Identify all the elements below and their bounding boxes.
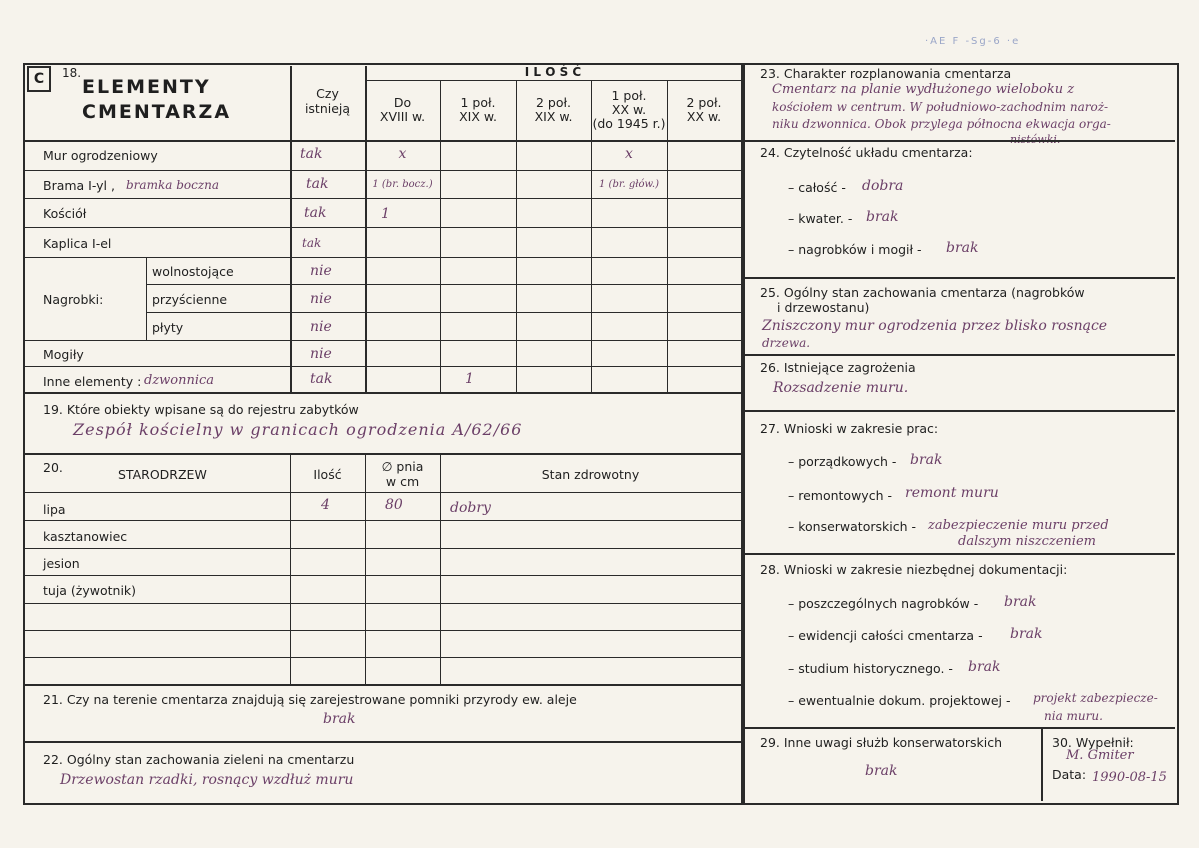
rule: [23, 575, 741, 576]
row-hw-inne: dzwonnica: [144, 373, 215, 388]
s27-item-value: zabezpieczenie muru przed: [928, 518, 1109, 533]
s27-label: 27. Wnioski w zakresie prac:: [760, 421, 939, 436]
col-h-5b: XX w.: [686, 109, 722, 124]
row-exists-brama: tak: [306, 176, 329, 192]
rule: [741, 410, 1175, 412]
rule: [1041, 727, 1043, 801]
s28-item-label: – ewentualnie dokum. projektowej -: [788, 693, 1011, 708]
rule: [365, 66, 367, 392]
col-h-3b: XIX w.: [534, 109, 573, 124]
s19-value: Zespół kościelny w granicach ogrodzenia A/62/66: [73, 420, 523, 439]
s28-item-value2: nia muru.: [1044, 709, 1103, 723]
rule: [23, 657, 741, 658]
rule: [365, 455, 366, 684]
s27-item-label: – konserwatorskich -: [788, 519, 917, 534]
col-h-4a: 1 poł.: [611, 88, 647, 103]
rule: [23, 453, 741, 455]
s21-label: 21. Czy na terenie cmentarza znajdują się zarejestrowane pomniki przyrody ew. aleje: [43, 692, 577, 707]
rule: [591, 81, 592, 392]
row-exists-mogily: nie: [310, 346, 332, 362]
s28-item-value: projekt zabezpiecze-: [1033, 691, 1158, 705]
val: 1 (br. bocz.): [372, 179, 433, 190]
s21-value: brak: [323, 711, 356, 727]
s24-label: 24. Czytelność układu cmentarza:: [760, 145, 973, 160]
rule: [23, 366, 741, 367]
rule: [23, 548, 741, 549]
s20-col-ilosc: Ilość: [313, 467, 342, 482]
col-h-1b: XVIII w.: [379, 109, 426, 124]
tree-name: tuja (żywotnik): [43, 583, 137, 598]
rule: [23, 198, 741, 199]
rule: [741, 277, 1175, 279]
val: x: [398, 146, 407, 162]
row-exists-mur: tak: [300, 146, 323, 162]
row-label-przyscienne: przyścienne: [152, 292, 228, 307]
rule: [365, 80, 741, 81]
nagrobki-label: Nagrobki:: [43, 292, 104, 307]
tree-name: jesion: [43, 556, 80, 571]
rule: [741, 140, 1175, 142]
col-h-1a: Do: [393, 95, 412, 110]
col-h-5a: 2 poł.: [686, 95, 722, 110]
s24-item-label: – całość -: [788, 180, 846, 195]
row-label-kaplica: Kaplica I-el: [43, 236, 112, 251]
rule: [440, 455, 441, 684]
tree-name: kasztanowiec: [43, 529, 128, 544]
rule: [23, 340, 741, 341]
row-exists-przysc: nie: [310, 291, 332, 307]
s20-title: STARODRZEW: [118, 467, 207, 482]
s27-item-value: brak: [910, 452, 943, 468]
tree-stan: dobry: [450, 500, 491, 516]
tree-fi: 80: [385, 497, 403, 513]
val: x: [625, 146, 633, 162]
row-label-mur: Mur ogrodzeniowy: [43, 148, 158, 163]
rule: [741, 553, 1175, 555]
rule: [23, 170, 741, 171]
s25-line: drzewa.: [762, 336, 811, 350]
s20-number: 20.: [43, 460, 63, 475]
row-label-kosciol: Kościół: [43, 206, 87, 221]
rule: [23, 630, 741, 631]
tree-name: lipa: [43, 502, 66, 517]
rule: [23, 392, 741, 394]
tree-ilosc: 4: [321, 497, 330, 513]
rule: [741, 727, 1175, 729]
s28-item-value: brak: [1010, 626, 1043, 642]
stamp-mark: ·АЕ F -Sg-6 ·e: [925, 36, 1021, 47]
s28-item-label: – poszczególnych nagrobków -: [788, 596, 979, 611]
rule: [741, 354, 1175, 356]
s27-item-label: – remontowych -: [788, 488, 892, 503]
rule: [23, 140, 741, 142]
rule: [23, 257, 741, 258]
rule: [23, 227, 741, 228]
rule: [23, 684, 741, 686]
s25-line: Zniszczony mur ogrodzenia przez blisko rosnące: [762, 318, 1108, 334]
s30-date: 1990-08-15: [1092, 770, 1167, 785]
s18-number: 18.: [62, 66, 82, 80]
s28-item-label: – ewidencji całości cmentarza -: [788, 628, 983, 643]
s25-label1: 25. Ogólny stan zachowania cmentarza (nagrobków: [760, 285, 1085, 300]
col-exists-l1: Czy: [316, 86, 339, 101]
rule: [146, 284, 741, 285]
s23-label: 23. Charakter rozplanowania cmentarza: [760, 66, 1012, 81]
s30-name: M. Gmiter: [1066, 748, 1134, 763]
row-label-wolnostojace: wolnostojące: [152, 264, 234, 279]
col-h-4c: (do 1945 r.): [592, 116, 666, 131]
rule: [290, 455, 291, 684]
s30-date-label: Data:: [1052, 767, 1087, 782]
row-exists-plyty: nie: [310, 319, 332, 335]
rule: [146, 312, 741, 313]
row-label-plyty: płyty: [152, 320, 184, 335]
s27-item-value2: dalszym niszczeniem: [958, 534, 1096, 549]
row-exists-wolno: nie: [310, 263, 332, 279]
s29-label: 29. Inne uwagi służb konserwatorskich: [760, 735, 1002, 750]
s28-label: 28. Wnioski w zakresie niezbędnej dokumentacji:: [760, 562, 1068, 577]
s20-col-fi-l1: ∅ pnia: [381, 459, 424, 474]
s27-item-value: remont muru: [905, 485, 999, 501]
rule: [667, 81, 668, 392]
val: 1 (br. głów.): [599, 179, 659, 190]
s24-item-value: brak: [946, 240, 979, 256]
col-h-4b: XX w.: [611, 102, 647, 117]
col-exists-l2: istnieją: [304, 101, 351, 116]
s26-value: Rozsadzenie muru.: [773, 380, 909, 396]
s19-label: 19. Które obiekty wpisane są do rejestru zabytków: [43, 402, 359, 417]
row-exists-kosciol: tak: [304, 205, 327, 221]
col-h-2a: 1 poł.: [460, 95, 496, 110]
s22-value: Drzewostan rzadki, rosnący wzdłuż muru: [60, 772, 354, 788]
rule: [146, 257, 147, 340]
rule: [23, 492, 741, 493]
row-label-mogily: Mogiły: [43, 347, 84, 362]
rule: [516, 81, 517, 392]
val: 1: [465, 371, 474, 387]
s28-item-label: – studium historycznego. -: [788, 661, 953, 676]
s27-item-label: – porządkowych -: [788, 454, 897, 469]
s25-label2: i drzewostanu): [777, 300, 870, 315]
ilosc-header: I L O Ś Ć: [524, 65, 582, 79]
row-label-brama: Brama I-yl ,: [43, 178, 115, 193]
s20-col-fi-l2: w cm: [385, 474, 420, 489]
s23-line: kościołem w centrum. W południowo-zachodnim naroż-: [772, 100, 1109, 114]
rule: [23, 520, 741, 521]
s28-item-value: brak: [968, 659, 1001, 675]
s24-item-label: – kwater. -: [788, 211, 853, 226]
col-h-3a: 2 poł.: [535, 95, 572, 110]
s22-label: 22. Ogólny stan zachowania zieleni na cmentarzu: [43, 752, 355, 767]
s24-item-value: dobra: [862, 178, 904, 194]
rule: [440, 81, 441, 392]
s29-value: brak: [865, 763, 898, 779]
s23-line: niku dzwonnica. Obok przylega północna ekwacja orga-: [772, 117, 1111, 131]
s30-label: 30. Wypełnił:: [1052, 735, 1134, 750]
s24-item-value: brak: [866, 209, 899, 225]
s20-col-stan: Stan zdrowotny: [541, 467, 640, 482]
row-label-inne: Inne elementy :: [43, 374, 142, 389]
rule: [23, 741, 741, 743]
s23-line: Cmentarz na planie wydłużonego wieloboku z: [772, 82, 1075, 97]
row-hw-brama: bramka boczna: [126, 178, 220, 192]
section-c-box: C: [27, 66, 51, 92]
rule: [23, 603, 741, 604]
s24-item-label: – nagrobków i mogił -: [788, 242, 922, 257]
col-h-2b: XIX w.: [459, 109, 497, 124]
s18-title-line1: ELEMENTY: [82, 76, 211, 98]
row-exists-inne: tak: [310, 371, 333, 387]
val: 1: [381, 206, 390, 222]
s26-label: 26. Istniejące zagrożenia: [760, 360, 916, 375]
rule: [290, 66, 292, 392]
s18-title-line2: CMENTARZA: [82, 101, 232, 123]
row-exists-kaplica: tak: [302, 236, 322, 250]
s28-item-value: brak: [1004, 594, 1037, 610]
